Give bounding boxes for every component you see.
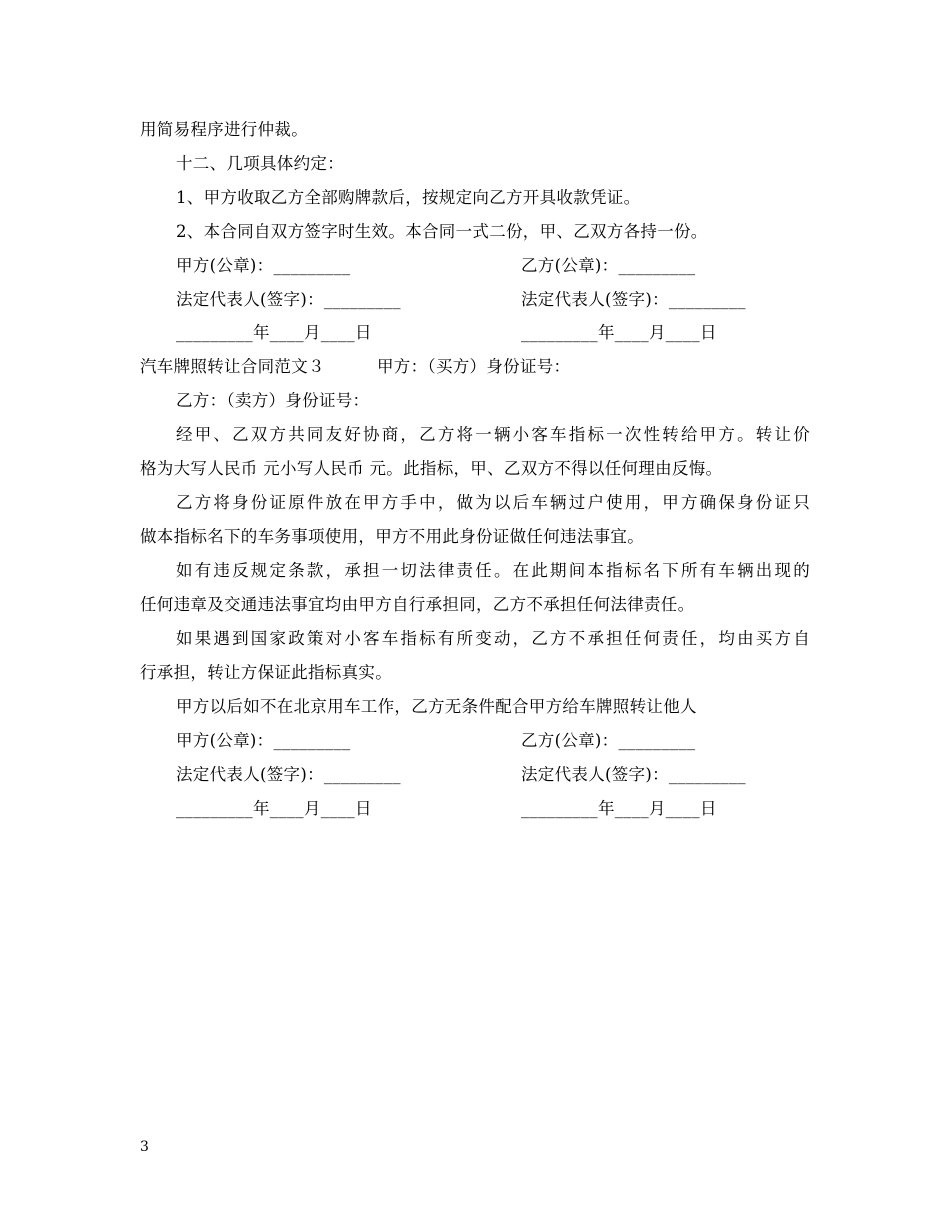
party-a-representative-line-2: 法定代表人(签字)：_________	[176, 765, 401, 784]
paragraph-id-card-line1: 乙方将身份证原件放在甲方手中，做为以后车辆过户使用，甲方确保身份证只	[176, 493, 810, 512]
clause-item-2: 2、本合同自双方签字时生效。本合同一式二份，甲、乙双方各持一份。	[176, 222, 708, 241]
paragraph-policy-line2: 行承担，转让方保证此指标真实。	[140, 663, 392, 682]
party-b-seal-line: 乙方(公章)：_________	[521, 256, 696, 275]
paragraph-beijing-transfer: 甲方以后如不在北京用车工作，乙方无条件配合甲方给车牌照转让他人	[176, 697, 697, 716]
section-heading-12: 十二、几项具体约定：	[176, 154, 344, 173]
party-b-representative-line-2: 法定代表人(签字)：_________	[521, 765, 746, 784]
party-b-date-line: _________年____月____日	[521, 323, 717, 342]
paragraph-policy-line1: 如果遇到国家政策对小客车指标有所变动，乙方不承担任何责任，均由买方自	[176, 629, 810, 648]
party-b-date-line-2: _________年____月____日	[521, 799, 717, 818]
paragraph-continuation: 用简易程序进行仲裁。	[140, 120, 308, 139]
paragraph-id-card-line2: 做本指标名下的车务事项使用，甲方不用此身份证做任何违法事宜。	[140, 527, 644, 546]
party-a-seal-line: 甲方(公章)：_________	[176, 256, 351, 275]
contract-title-3: 汽车牌照转让合同范文３	[140, 357, 325, 376]
party-a-seal-line-2: 甲方(公章)：_________	[176, 731, 351, 750]
paragraph-transfer-line1: 经甲、乙双方共同友好协商，乙方将一辆小客车指标一次性转给甲方。转让价	[176, 425, 810, 444]
clause-item-1: 1、甲方收取乙方全部购牌款后，按规定向乙方开具收款凭证。	[176, 188, 641, 207]
party-b-seal-line-2: 乙方(公章)：_________	[521, 731, 696, 750]
page-number: 3	[140, 1139, 149, 1155]
paragraph-transfer-line2: 格为大写人民币 元小写人民币 元。此指标，甲、乙双方不得以任何理由反悔。	[140, 459, 723, 478]
party-a-date-line-2: _________年____月____日	[176, 799, 372, 818]
paragraph-liability-line1: 如有违反规定条款，承担一切法律责任。在此期间本指标名下所有车辆出现的	[176, 561, 810, 580]
paragraph-liability-line2: 任何违章及交通违法事宜均由甲方自行承担同，乙方不承担任何法律责任。	[140, 595, 695, 614]
party-b-seller-id: 乙方：（卖方）身份证号：	[176, 391, 370, 410]
party-b-representative-line: 法定代表人(签字)：_________	[521, 290, 746, 309]
party-a-representative-line: 法定代表人(签字)：_________	[176, 290, 401, 309]
party-a-date-line: _________年____月____日	[176, 323, 372, 342]
party-a-buyer-id: 甲方：（买方）身份证号：	[377, 357, 571, 376]
